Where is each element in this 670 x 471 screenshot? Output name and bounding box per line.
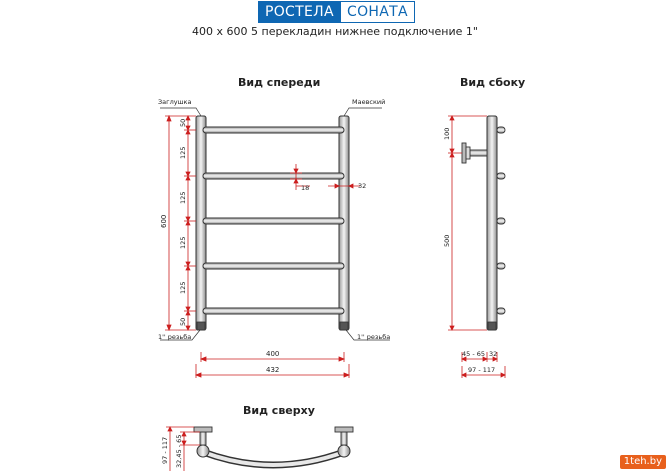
dim-axis-width-label: 400: [266, 350, 280, 358]
dim-step-2-label: 125: [179, 191, 187, 204]
top-view: [161, 427, 353, 471]
valve-leader: [344, 108, 382, 116]
side-view-title: Вид сбоку: [460, 76, 526, 89]
brand-logo: РОСТЕЛА: [258, 1, 341, 23]
dim-step-1-label: 125: [179, 146, 187, 159]
dim-top-label: 50: [179, 118, 187, 127]
side-view: [443, 116, 505, 378]
top-dim-offset-label: 32,45 - 65: [175, 434, 183, 468]
top-left-post: [197, 445, 209, 457]
crossbar-2: [203, 173, 344, 179]
front-view-title: Вид спереди: [238, 76, 321, 89]
dim-bar-diameter-label: 18: [301, 184, 310, 192]
wall-bracket: [462, 143, 487, 163]
side-dim-depth-label: 97 - 117: [468, 366, 496, 374]
plug-leader: [160, 108, 201, 116]
plug-label: Заглушка: [158, 98, 192, 106]
side-dim-top-label: 100: [443, 127, 451, 140]
side-dim-height-label: 500: [443, 234, 451, 247]
top-dim-depth-label: 97 - 117: [161, 436, 169, 464]
left-thread-stub: [197, 322, 205, 330]
side-bar-3: [497, 218, 505, 224]
dim-bottom-label: 50: [179, 317, 187, 326]
side-dim-height: [448, 153, 487, 330]
crossbar-4: [203, 263, 344, 269]
dim-post-diameter-label: 32: [358, 182, 367, 190]
side-bar-5: [497, 308, 505, 314]
side-bar-1: [497, 127, 505, 133]
dim-total-width-label: 432: [266, 366, 280, 374]
valve-label: Маевский: [352, 98, 386, 106]
thread-left-label: 1'' резьба: [158, 333, 192, 341]
top-left-bracket: [194, 427, 212, 445]
top-right-post: [338, 445, 350, 457]
model-name: СОНАТА: [340, 1, 415, 23]
watermark: 1teh.by: [620, 455, 666, 469]
dim-step-4-label: 125: [179, 281, 187, 294]
dim-step-3-label: 125: [179, 236, 187, 249]
product-subtitle: 400 x 600 5 перекладин нижнее подключение 1": [192, 25, 478, 38]
side-bar-2: [497, 173, 505, 179]
side-bar-4: [497, 263, 505, 269]
crossbar-3: [203, 218, 344, 224]
side-post: [487, 116, 497, 330]
thread-right-label: 1'' резьба: [357, 333, 391, 341]
top-right-bracket: [335, 427, 353, 445]
side-dim-post-label: 32: [489, 350, 498, 358]
crossbar-5: [203, 308, 344, 314]
front-view: [158, 98, 390, 378]
side-thread-stub: [488, 322, 496, 330]
right-thread-stub: [340, 322, 348, 330]
side-dim-offset-label: 45 - 65: [462, 350, 486, 358]
dim-total-height-label: 600: [160, 214, 168, 228]
top-view-title: Вид сверху: [243, 404, 315, 417]
crossbar-1: [203, 127, 344, 133]
